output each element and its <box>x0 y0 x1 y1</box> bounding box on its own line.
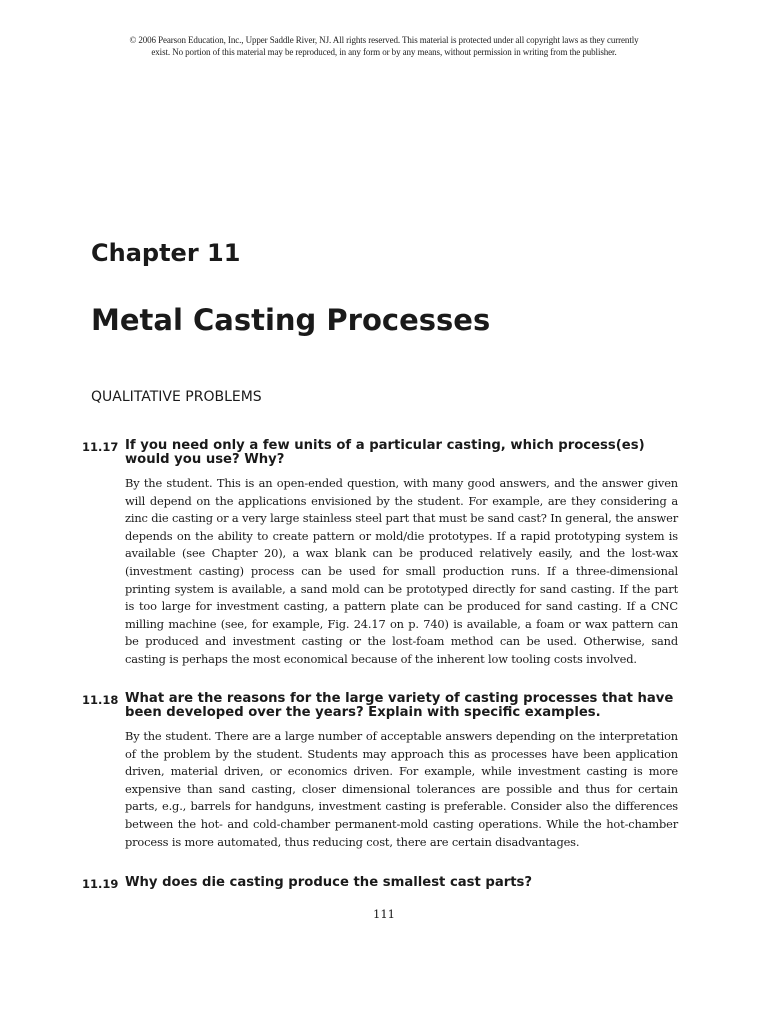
problem-11-18 <box>82 692 682 851</box>
problem-answer: By the student. There are a large number of acceptable answers depending on the interpretation of the problem by the student. Students may approach this as processes have been application driven, material driven, or economics driven. For example, while investment casting is more expensive than sand casting, closer dimensional tolerances are possible and thus for certain parts, e.g., barrels for handguns, investment casting is preferable. Consider also the differences between the hot- and cold-chamber permanent-mold casting operations. While the hot-chamber process is more automated, thus reducing cost, there are certain disadvantages. <box>125 729 678 849</box>
problem-number: 11.17 <box>82 440 119 454</box>
problem-number: 11.19 <box>82 877 119 891</box>
chapter-number: Chapter 11 <box>91 239 241 267</box>
problem-question: What are the reasons for the large variety of casting processes that have been developed over the years? Explain with specific examples. <box>125 691 674 720</box>
copyright-notice <box>82 34 686 58</box>
page-number: 111 <box>373 907 395 921</box>
problem-11-19 <box>82 876 682 890</box>
copyright-line-2: exist. No portion of this material may be reproduced, in any form or by any means, without permission in writing from the publisher. <box>151 47 617 57</box>
problem-answer: By the student. This is an open-ended question, with many good answers, and the answer given will depend on the applications envisioned by the student. For example, are they considering a zinc die casting or a very large stainless steel part that must be sand cast? In general, the answer depends on the ability to create pattern or mold/die prototypes. If a rapid prototyping system is available (see Chapter 20), a wax blank can be produced relatively easily, and the lost-wax (investment casting) process can be used for small production runs. If a three-dimensional printing system is available, a sand mold can be prototyped directly for sand casting. If the part is too large for investment casting, a pattern plate can be produced for sand casting. If a CNC milling machine (see, for example, Fig. 24.17 on p. 740) is available, a foam or wax pattern can be produced and investment casting or the lost-foam method can be used. Otherwise, sand casting is perhaps the most economical because of the inherent low tooling costs involved. <box>125 476 678 666</box>
problem-question: If you need only a few units of a particular casting, which process(es) would you use? Why? <box>125 438 645 467</box>
problem-11-17 <box>82 439 682 669</box>
problem-question: Why does die casting produce the smallest cast parts? <box>125 875 533 890</box>
copyright-line-1: © 2006 Pearson Education, Inc., Upper Saddle River, NJ. All rights reserved. This material is protected under all copyright laws as they currently <box>129 35 639 45</box>
section-heading: QUALITATIVE PROBLEMS <box>91 389 262 405</box>
chapter-title: Metal Casting Processes <box>91 303 491 337</box>
problem-number: 11.18 <box>82 693 119 707</box>
